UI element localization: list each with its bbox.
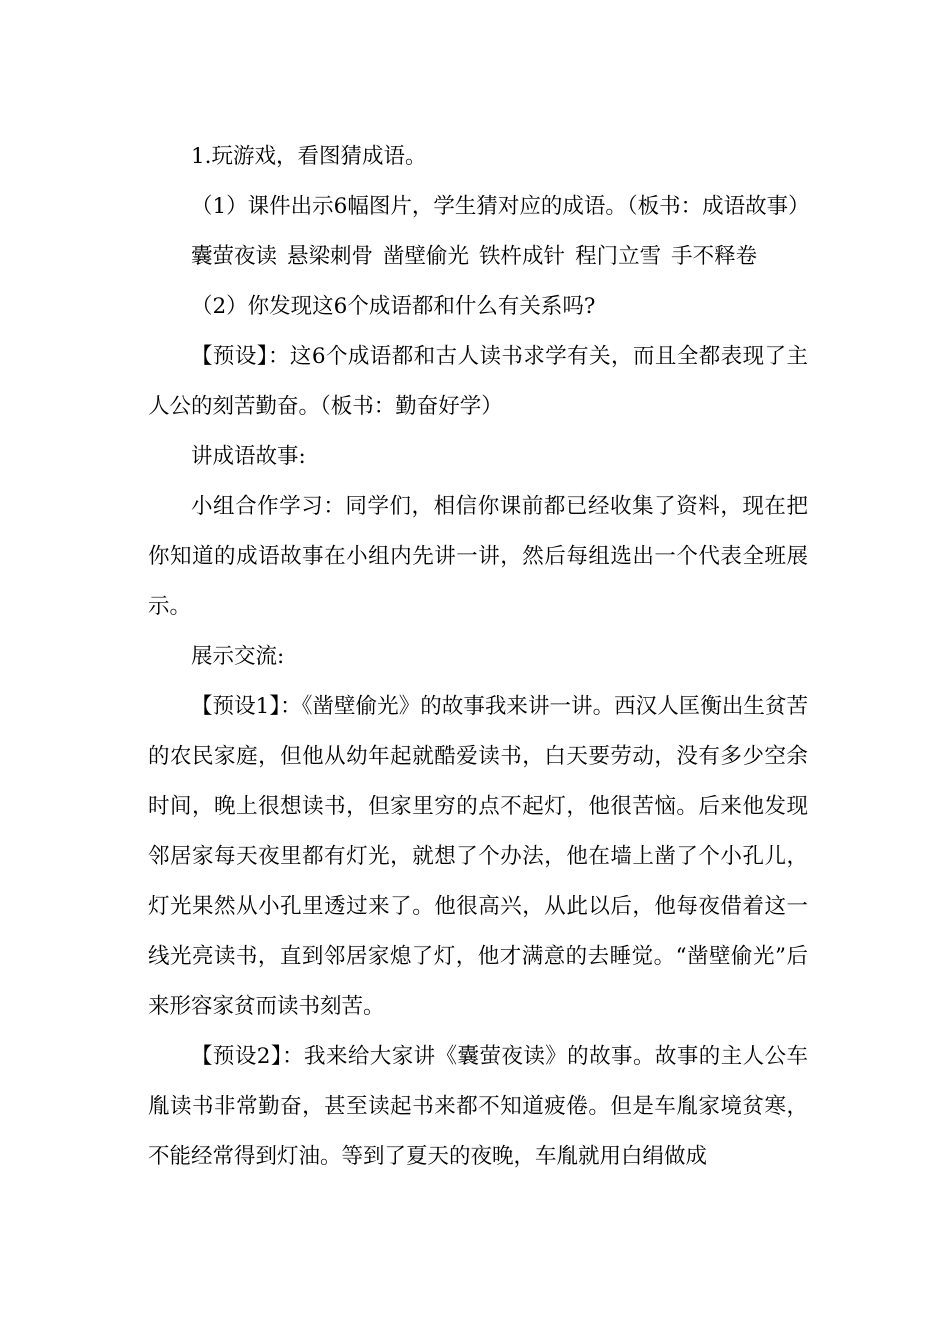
document-body	[148, 132, 808, 1182]
idiom-item: 程门立雪	[575, 244, 662, 269]
paragraph-preset: 【预设】：这6个成语都和古人读书求学有关，而且全都表现了主人公的刻苦勤奋。（板书：勤奋好学）	[148, 344, 808, 419]
idiom-list	[148, 232, 808, 282]
paragraph-group-study: 小组合作学习：同学们，相信你课前都已经收集了资料，现在把你知道的成语故事在小组内先讲一讲，然后每组选出一个代表全班展示。	[148, 494, 808, 619]
idiom-item: 铁杵成针	[479, 244, 566, 269]
idiom-item: 手不释卷	[671, 244, 758, 269]
paragraph-tell-stories: 讲成语故事:	[191, 444, 306, 469]
paragraph-step-2: （2）你发现这6个成语都和什么有关系吗?	[191, 294, 596, 319]
paragraph-share: 展示交流:	[191, 644, 285, 669]
idiom-item: 悬梁刺骨	[287, 244, 374, 269]
paragraph-preset-2: 【预设2】：我来给大家讲《囊萤夜读》的故事。故事的主人公车胤读书非常勤奋，甚至读起书来都不知道疲倦。但是车胤家境贫寒，不能经常得到灯油。等到了夏天的夜晚，车胤就用白绢做成	[148, 1044, 808, 1169]
idiom-item: 凿壁偷光	[383, 244, 470, 269]
paragraph-preset-1: 【预设1】：《凿壁偷光》的故事我来讲一讲。西汉人匡衡出生贫苦的农民家庭，但他从幼年起就酷爱读书，白天要劳动，没有多少空余时间，晚上很想读书，但家里穷的点不起灯，他很苦恼。后来他发现邻居家每天夜里都有灯光，就想了个办法，他在墙上凿了个小孔儿，灯光果然从小孔里透过来了。他很高兴，从此以后，他每夜借着这一线光亮读书，直到邻居家熄了灯，他才满意的去睡觉。“凿壁偷光”后来形容家贫而读书刻苦。	[148, 694, 808, 1019]
paragraph-step-1: （1）课件出示6幅图片，学生猜对应的成语。（板书：成语故事）	[191, 194, 810, 219]
idiom-item: 囊萤夜读	[191, 244, 278, 269]
paragraph-game-intro: 1.玩游戏，看图猜成语。	[191, 144, 427, 169]
